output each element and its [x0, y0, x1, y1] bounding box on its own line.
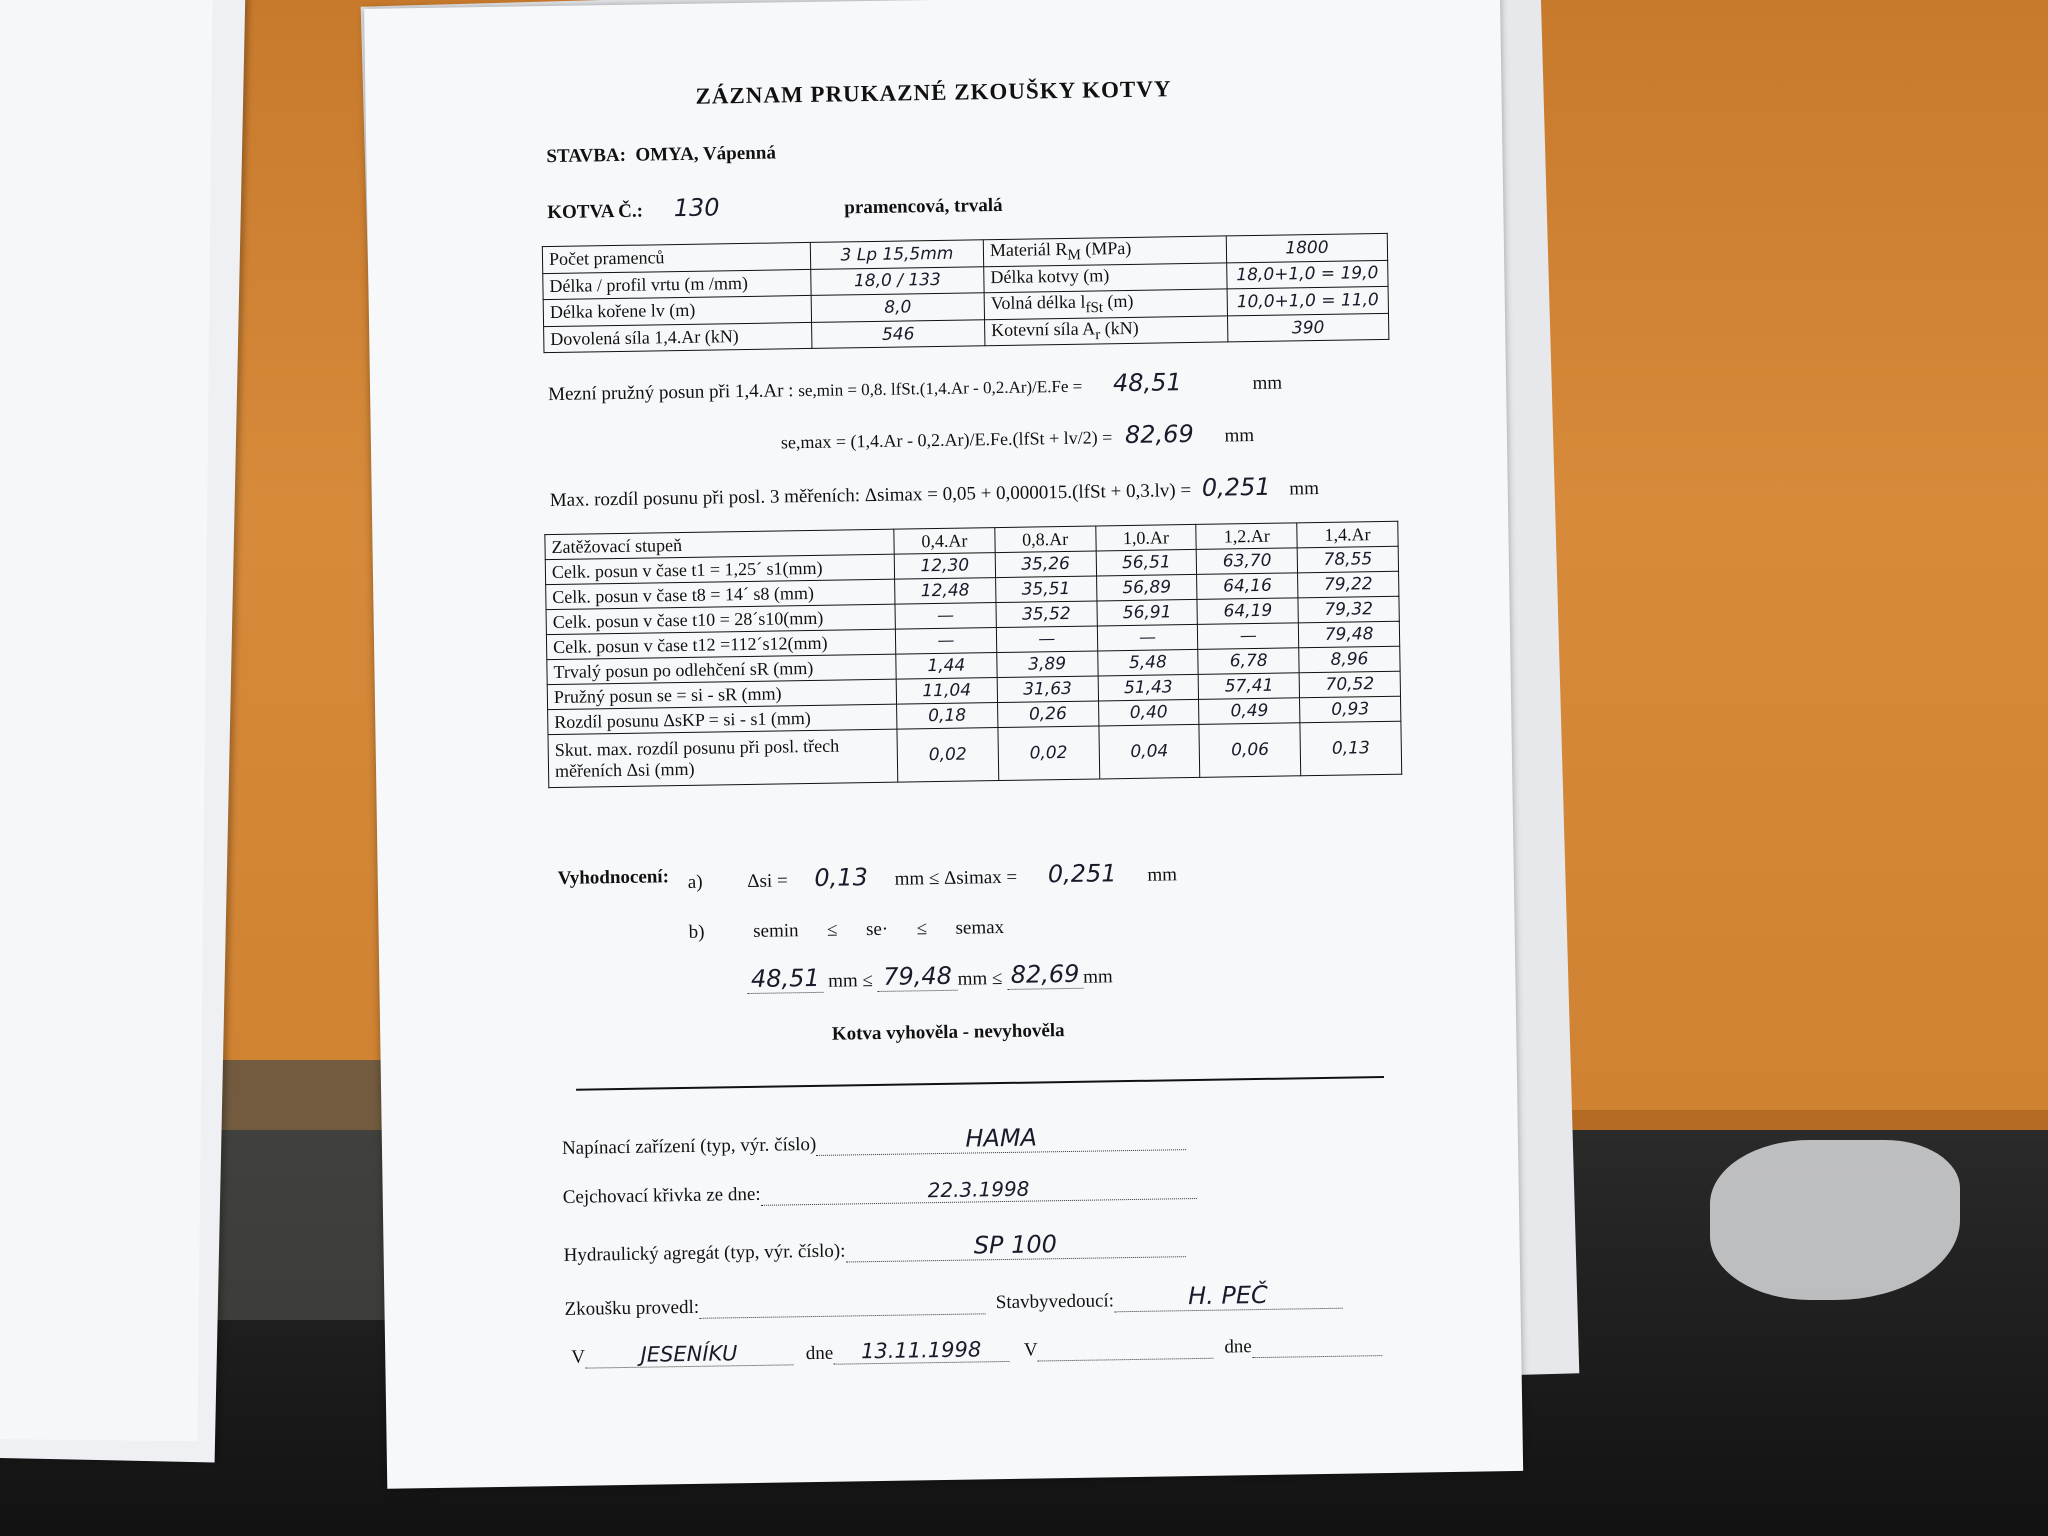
results-cell: 64,19 [1197, 598, 1298, 625]
eval-b-le-2: mm ≤ [957, 968, 1003, 990]
param-value-2: 390 [1227, 313, 1388, 342]
formula-2-unit: mm [1224, 424, 1255, 447]
results-cell: 79,48 [1299, 621, 1400, 648]
formula-1 [548, 367, 1282, 407]
eval-b-unit: mm [1082, 966, 1113, 988]
eval-b-label: b) [688, 921, 705, 943]
eval-b-le-1: mm ≤ [827, 970, 874, 992]
eval-a-unit: mm [1147, 864, 1178, 886]
param-label-2-text: Kotevní síla A [991, 318, 1096, 340]
v-label: V [571, 1346, 586, 1368]
results-row-label: Celk. posun v čase t12 =112´s12(mm) [546, 629, 895, 659]
stavba-line [546, 142, 776, 168]
param-value: 18,0 / 133 [811, 266, 984, 295]
formula-3-value: 0,251 [1201, 472, 1271, 502]
v2-field [1037, 1336, 1213, 1362]
results-cell: 79,22 [1298, 571, 1399, 598]
results-cell: 0,26 [997, 701, 1098, 728]
eval-a-label: a) [687, 871, 703, 893]
results-cell: 35,26 [995, 551, 1096, 578]
evaluation-a [688, 858, 1178, 894]
results-header-cell: 0,4.Ar [894, 528, 995, 555]
formula-2 [781, 419, 1255, 454]
formula-1-label: Mezní pružný posun při 1,4.Ar : [547, 380, 794, 406]
param-label: Dovolená síla 1,4.Ar (kN) [544, 322, 812, 353]
hydr-label: Hydraulický agregát (typ, výr. číslo): [563, 1240, 846, 1266]
results-cell: 51,43 [1098, 674, 1199, 701]
param-label: Délka / profil vrtu (m /mm) [543, 269, 811, 300]
dne-label: dne [805, 1342, 834, 1365]
results-cell: 0,02 [897, 728, 999, 783]
results-cell: — [895, 603, 996, 630]
results-row-label: Celk. posun v čase t8 = 14´ s8 (mm) [546, 579, 895, 609]
cloth-object [1710, 1140, 1960, 1300]
params-table [542, 233, 1390, 354]
dne2-label: dne [1224, 1336, 1252, 1358]
results-cell: 0,18 [897, 703, 998, 730]
param-label-2 [984, 289, 1227, 319]
verdict: Kotva vyhověla - nevyhověla [831, 1020, 1065, 1045]
param-label-2 [984, 262, 1227, 292]
param-label-2-sub: M [1067, 247, 1081, 264]
results-cell: 12,48 [895, 578, 996, 605]
eval-b-v3: 82,69 [1007, 960, 1083, 990]
results-cell: — [996, 626, 1097, 653]
formula-2-expr: se,max = (1,4.Ar - 0,2.Ar)/E.Fe.(lfSt + lv/2) = [780, 427, 1113, 453]
place-date-line [571, 1331, 1382, 1369]
param-value: 3 Lp 15,5mm [810, 240, 983, 269]
param-value-2: 10,0+1,0 = 11,0 [1227, 287, 1388, 316]
results-row-label: Rozdíl posunu ΔsKP = si - s1 (mm) [548, 704, 897, 734]
results-row-label: Pružný posun se = si - sR (mm) [547, 679, 896, 709]
kotva-label: KOTVA Č.: [547, 200, 644, 224]
results-cell: — [895, 628, 996, 655]
results-cell: 35,52 [996, 601, 1097, 628]
stavba-label: STAVBA: [546, 144, 627, 168]
param-value: 546 [812, 319, 985, 348]
napinaci-label: Napínací zařízení (typ, výr. číslo) [561, 1133, 817, 1159]
results-cell: 0,06 [1199, 723, 1301, 778]
formula-3-expr: Max. rozdíl posunu při posl. 3 měřeních: Δsimax = 0,05 + 0,000015.(lfSt + 0,3.lv) = [549, 479, 1192, 512]
param-label-2-tail: (m) [1102, 291, 1134, 312]
napinaci-line [562, 1121, 1187, 1160]
formula-1-expr: se,min = 0,8. lfSt.(1,4.Ar - 0,2.Ar)/E.Fe = [798, 376, 1083, 401]
results-cell: 79,32 [1298, 596, 1399, 623]
stavbyved-value: H. PEČ [1114, 1280, 1342, 1313]
results-cell: 63,70 [1197, 548, 1298, 575]
param-label-2 [985, 316, 1228, 346]
param-label-2-tail: (MPa) [1080, 237, 1132, 259]
param-label-2-text: Délka kotvy (m) [990, 264, 1110, 287]
formula-2-value: 82,69 [1124, 419, 1194, 450]
results-cell: 64,16 [1197, 573, 1298, 600]
kotva-line [547, 189, 1003, 224]
results-header-cell: 1,4.Ar [1297, 521, 1398, 548]
hydr-value: SP 100 [845, 1228, 1185, 1262]
formula-3-unit: mm [1289, 477, 1320, 500]
results-header-cell: 0,8.Ar [995, 526, 1096, 553]
results-row-label: Trvalý posun po odlehčení sR (mm) [547, 654, 896, 684]
results-cell: 0,02 [998, 726, 1100, 781]
hydr-line [563, 1228, 1185, 1267]
eval-a-mid: mm ≤ Δsimax = [894, 866, 1018, 890]
results-cell: 0,40 [1098, 699, 1199, 726]
results-cell: 0,93 [1300, 696, 1401, 723]
v2-label: V [1023, 1339, 1038, 1361]
evaluation-b [688, 917, 1004, 944]
results-cell: 56,91 [1097, 599, 1198, 626]
results-row-label: Celk. posun v čase t10 = 28´s10(mm) [546, 604, 895, 634]
formula-1-value: 48,51 [1112, 368, 1182, 398]
results-cell: 35,51 [995, 576, 1096, 603]
results-row-label: Skut. max. rozdíl posunu při posl. třech měřeních Δsi (mm) [548, 729, 898, 787]
paper-stack-left-top [0, 0, 213, 1441]
kotva-number: 130 [673, 193, 720, 223]
provedl-label: Zkoušku provedl: [564, 1296, 700, 1320]
results-row-label: Celk. posun v čase t1 = 1,25´ s1(mm) [545, 554, 894, 584]
results-cell: 6,78 [1198, 648, 1299, 675]
document-content [364, 0, 1523, 1489]
evaluation-label: Vyhodnocení: [557, 866, 670, 889]
results-cell: 8,96 [1299, 646, 1400, 673]
provedl-field [699, 1291, 985, 1318]
divider-line [576, 1076, 1384, 1091]
param-label-2-tail: (kN) [1100, 317, 1139, 339]
param-label: Počet pramenců [542, 242, 810, 273]
results-cell: 0,04 [1099, 724, 1201, 779]
eval-b-v1: 48,51 [747, 964, 823, 994]
results-cell: 57,41 [1199, 673, 1300, 700]
kotva-type: pramencová, trvalá [844, 194, 1003, 219]
stavba-value: OMYA, Vápenná [635, 142, 777, 166]
eval-a-max: 0,251 [1047, 859, 1117, 889]
formula-1-unit: mm [1252, 372, 1283, 395]
results-cell: 56,51 [1096, 549, 1197, 576]
napinaci-value: HAMA [816, 1121, 1186, 1156]
results-header-cell: 1,2.Ar [1196, 523, 1297, 550]
eval-b-header: semin ≤ se· ≤ semax [753, 916, 1005, 942]
v-value: JESENÍKU [585, 1340, 793, 1368]
param-label-2-sub: fSt [1085, 300, 1104, 317]
results-cell: 0,49 [1199, 698, 1300, 725]
results-cell: 3,89 [997, 651, 1098, 678]
results-cell: 0,13 [1300, 721, 1402, 776]
eval-b-v2: 79,48 [877, 962, 957, 992]
cejch-label: Cejchovací křivka ze dne: [562, 1183, 761, 1208]
formula-3 [550, 472, 1320, 512]
eval-a-pre: Δsi = [747, 870, 788, 893]
param-label-2 [983, 236, 1226, 266]
results-cell: 31,63 [997, 676, 1098, 703]
results-cell: 5,48 [1097, 649, 1198, 676]
results-table [544, 521, 1402, 788]
document-sheet [364, 0, 1523, 1489]
results-cell: 56,89 [1096, 574, 1197, 601]
param-value-2: 18,0+1,0 = 19,0 [1227, 260, 1388, 289]
dne-value: 13.11.1998 [833, 1337, 1009, 1365]
param-value-2: 1800 [1226, 233, 1387, 262]
results-cell: 78,55 [1297, 546, 1398, 573]
results-cell: 12,30 [894, 553, 995, 580]
results-cell: 70,52 [1299, 671, 1400, 698]
results-cell: — [1097, 624, 1198, 651]
param-label-2-sub: r [1095, 326, 1101, 343]
evaluation-b-values [747, 959, 1113, 994]
results-cell: — [1198, 623, 1299, 650]
cejch-line [563, 1174, 1197, 1209]
eval-a-value: 0,13 [814, 863, 869, 892]
stavbyved-label: Stavbyvedoucí: [995, 1290, 1115, 1314]
dne2-field [1252, 1333, 1382, 1358]
results-cell: 11,04 [896, 678, 997, 705]
param-label: Délka kořene lv (m) [543, 296, 811, 327]
param-label-2-text: Volná délka l [990, 291, 1086, 314]
provedl-line [564, 1280, 1342, 1321]
param-value: 8,0 [811, 293, 984, 322]
results-header-label: Zatěžovací stupeň [545, 529, 894, 559]
results-header-cell: 1,0.Ar [1095, 524, 1196, 551]
results-cell: 1,44 [896, 653, 997, 680]
param-label-2-text: Materiál R [989, 238, 1068, 261]
cejch-value: 22.3.1998 [760, 1174, 1196, 1206]
document-title: ZÁZNAM PRUKAZNÉ ZKOUŠKY KOTVY [695, 76, 1172, 109]
